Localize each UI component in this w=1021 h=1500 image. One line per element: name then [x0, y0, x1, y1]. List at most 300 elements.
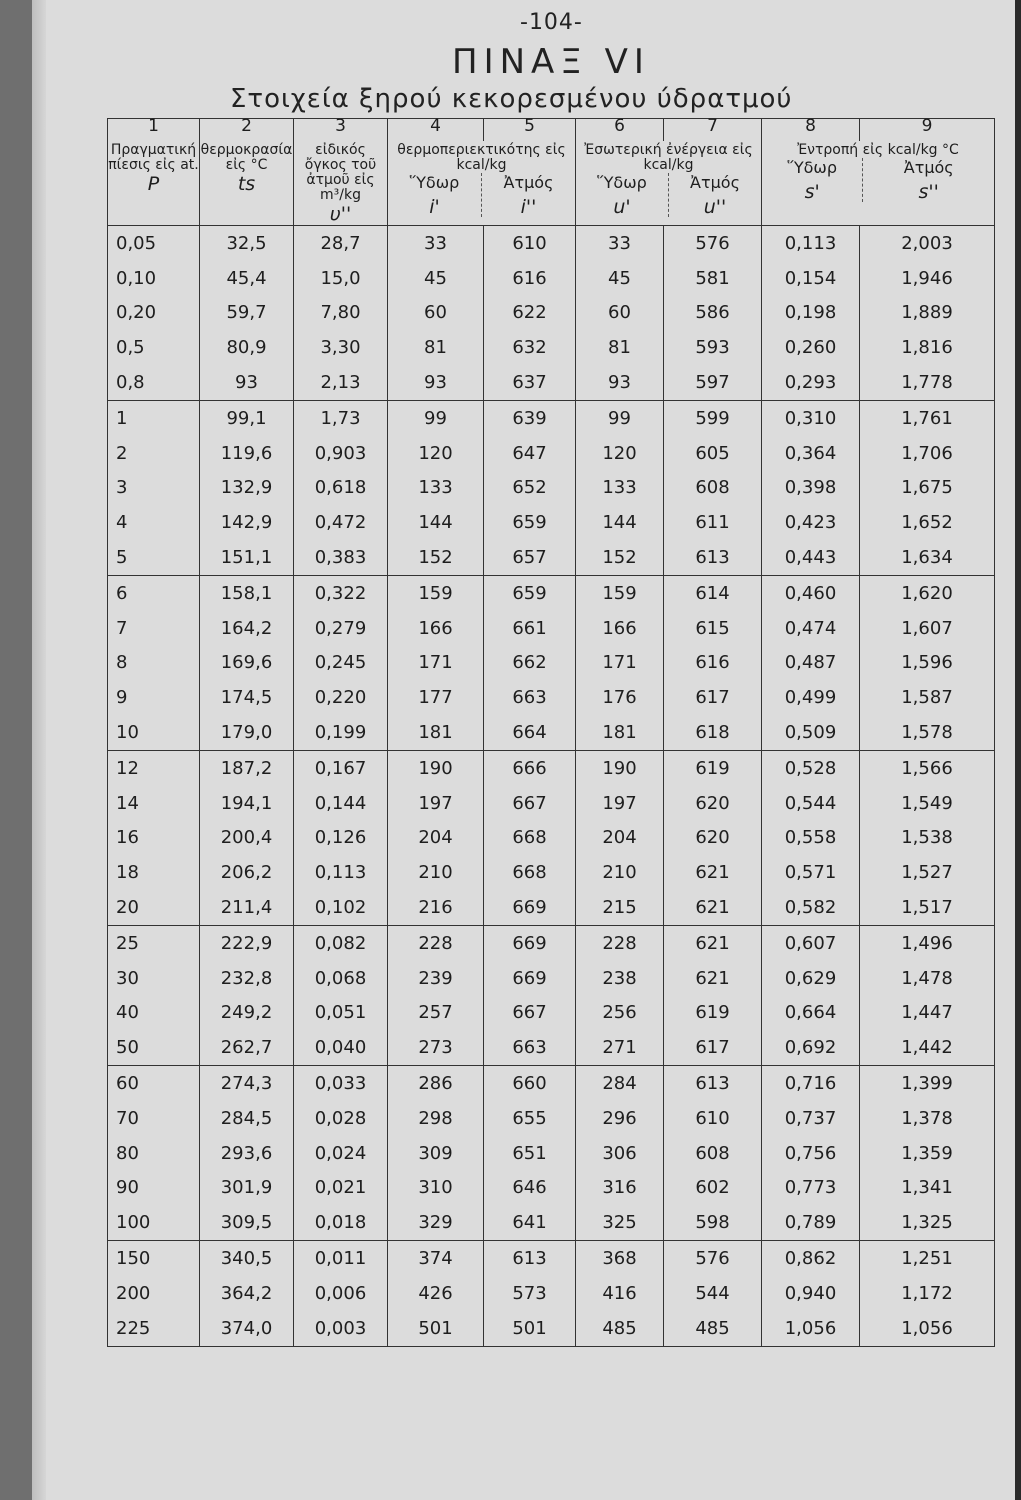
table-cell: 1,816 — [860, 330, 995, 365]
table-cell: 0,629 — [762, 961, 860, 996]
scan-border — [1015, 0, 1021, 1500]
table-cell: 544 — [664, 1276, 762, 1311]
table-cell: 30 — [108, 961, 200, 996]
table-cell: 615 — [664, 611, 762, 646]
col-num: 9 — [860, 119, 995, 142]
table-cell: 639 — [484, 400, 576, 435]
table-cell: 1,578 — [860, 715, 995, 750]
table-cell: 1,620 — [860, 575, 995, 610]
table-cell: 93 — [576, 365, 664, 400]
table-cell: 1,325 — [860, 1205, 995, 1240]
table-row — [108, 646, 995, 681]
table-row — [108, 505, 995, 540]
table-cell: 206,2 — [200, 855, 294, 890]
table-cell: 1,587 — [860, 680, 995, 715]
table-cell: 1,652 — [860, 505, 995, 540]
table-cell: 2 — [108, 436, 200, 471]
table-cell: 176 — [576, 680, 664, 715]
table-cell: 0,5 — [108, 330, 200, 365]
table-cell: 1,538 — [860, 821, 995, 856]
table-cell: 0,903 — [294, 436, 388, 471]
table-cell: 197 — [388, 786, 484, 821]
table-cell: 632 — [484, 330, 576, 365]
table-cell: 0,509 — [762, 715, 860, 750]
table-cell: 669 — [484, 890, 576, 925]
table-row — [108, 1311, 995, 1346]
table-cell: 611 — [664, 505, 762, 540]
table-cell: 426 — [388, 1276, 484, 1311]
table-cell: 1,634 — [860, 540, 995, 575]
table-cell: 169,6 — [200, 646, 294, 681]
table-cell: 249,2 — [200, 996, 294, 1031]
table-cell: 0,773 — [762, 1171, 860, 1206]
table-cell: 0,144 — [294, 786, 388, 821]
table-cell: 374 — [388, 1241, 484, 1276]
table-cell: 667 — [484, 996, 576, 1031]
table-cell: 0,472 — [294, 505, 388, 540]
table-cell: 12 — [108, 750, 200, 785]
table-row — [108, 330, 995, 365]
table-cell: 501 — [388, 1311, 484, 1346]
table-cell: 194,1 — [200, 786, 294, 821]
table-cell: 617 — [664, 1030, 762, 1065]
table-cell: 238 — [576, 961, 664, 996]
table-cell: 151,1 — [200, 540, 294, 575]
table-cell: 1,675 — [860, 471, 995, 506]
table-cell: 668 — [484, 821, 576, 856]
table-cell: 0,05 — [108, 226, 200, 261]
table-cell: 284 — [576, 1066, 664, 1101]
table-cell: 177 — [388, 680, 484, 715]
table-cell: 663 — [484, 680, 576, 715]
table-row — [108, 400, 995, 435]
col-num: 6 — [576, 119, 664, 142]
table-cell: 144 — [388, 505, 484, 540]
table-cell: 262,7 — [200, 1030, 294, 1065]
header-sub-steam: Ἀτμός — [903, 158, 954, 177]
table-cell: 669 — [484, 961, 576, 996]
table-cell: 581 — [664, 261, 762, 296]
table-cell: 0,528 — [762, 750, 860, 785]
column-header-row — [108, 141, 995, 226]
table-row — [108, 1241, 995, 1276]
table-cell: 159 — [576, 575, 664, 610]
table-cell: 190 — [388, 750, 484, 785]
table-cell: 613 — [664, 540, 762, 575]
table-row — [108, 890, 995, 925]
table-cell: 664 — [484, 715, 576, 750]
header-symbol: u'' — [703, 196, 727, 218]
table-cell: 605 — [664, 436, 762, 471]
table-cell: 325 — [576, 1205, 664, 1240]
table-cell: 1,607 — [860, 611, 995, 646]
table-cell: 0,737 — [762, 1101, 860, 1136]
table-cell: 0,018 — [294, 1205, 388, 1240]
col-header-temperature — [200, 141, 294, 226]
table-cell: 3,30 — [294, 330, 388, 365]
table-cell: 1,596 — [860, 646, 995, 681]
table-cell: 576 — [664, 226, 762, 261]
table-cell: 80 — [108, 1136, 200, 1171]
table-row — [108, 855, 995, 890]
table-cell: 181 — [388, 715, 484, 750]
header-label: Πραγματική πίεσις εἰς at. — [108, 142, 199, 173]
table-cell: 174,5 — [200, 680, 294, 715]
table-cell: 0,383 — [294, 540, 388, 575]
table-cell: 652 — [484, 471, 576, 506]
table-cell: 0,423 — [762, 505, 860, 540]
table-cell: 286 — [388, 1066, 484, 1101]
table-cell: 100 — [108, 1205, 200, 1240]
table-cell: 210 — [388, 855, 484, 890]
table-cell: 93 — [388, 365, 484, 400]
table-cell: 273 — [388, 1030, 484, 1065]
table-cell: 668 — [484, 855, 576, 890]
col-num: 7 — [664, 119, 762, 142]
table-cell: 40 — [108, 996, 200, 1031]
table-cell: 661 — [484, 611, 576, 646]
table-cell: 4 — [108, 505, 200, 540]
table-cell: 667 — [484, 786, 576, 821]
table-cell: 1,73 — [294, 400, 388, 435]
header-sub-water: Ὕδωρ — [409, 173, 460, 192]
table-cell: 485 — [664, 1311, 762, 1346]
table-cell: 45 — [388, 261, 484, 296]
table-cell: 0,082 — [294, 925, 388, 960]
table-cell: 1,341 — [860, 1171, 995, 1206]
table-cell: 616 — [664, 646, 762, 681]
table-cell: 602 — [664, 1171, 762, 1206]
table-cell: 150 — [108, 1241, 200, 1276]
table-cell: 50 — [108, 1030, 200, 1065]
table-row — [108, 821, 995, 856]
column-number-row — [108, 119, 995, 142]
table-cell: 1,527 — [860, 855, 995, 890]
table-row — [108, 750, 995, 785]
table-cell: 309 — [388, 1136, 484, 1171]
header-symbol: u' — [613, 196, 631, 218]
table-cell: 16 — [108, 821, 200, 856]
table-cell: 1,706 — [860, 436, 995, 471]
header-symbol: P — [147, 173, 160, 195]
table-row — [108, 1030, 995, 1065]
header-label: εἰδικός ὄγκος τοῦ ἀτμοῦ εἰς m³/kg — [304, 142, 377, 203]
table-row — [108, 611, 995, 646]
table-cell: 1,478 — [860, 961, 995, 996]
table-cell: 0,789 — [762, 1205, 860, 1240]
table-cell: 25 — [108, 925, 200, 960]
table-row — [108, 1276, 995, 1311]
table-cell: 621 — [664, 890, 762, 925]
table-cell: 228 — [576, 925, 664, 960]
table-cell: 274,3 — [200, 1066, 294, 1101]
header-group-label: θερμοπεριεκτικότης εἰς kcal/kg — [397, 142, 566, 173]
table-cell: 99 — [576, 400, 664, 435]
table-cell: 293,6 — [200, 1136, 294, 1171]
table-cell: 200 — [108, 1276, 200, 1311]
table-cell: 1,889 — [860, 296, 995, 331]
table-cell: 284,5 — [200, 1101, 294, 1136]
table-cell: 164,2 — [200, 611, 294, 646]
col-num: 3 — [294, 119, 388, 142]
table-cell: 618 — [664, 715, 762, 750]
header-symbol: υ'' — [329, 203, 352, 225]
table-cell: 0,756 — [762, 1136, 860, 1171]
table-cell: 306 — [576, 1136, 664, 1171]
table-cell: 651 — [484, 1136, 576, 1171]
table-cell: 0,245 — [294, 646, 388, 681]
table-cell: 0,544 — [762, 786, 860, 821]
table-cell: 0,618 — [294, 471, 388, 506]
table-cell: 0,198 — [762, 296, 860, 331]
table-cell: 0,033 — [294, 1066, 388, 1101]
table-cell: 0,862 — [762, 1241, 860, 1276]
table-row — [108, 1136, 995, 1171]
table-cell: 93 — [200, 365, 294, 400]
table-body — [108, 226, 995, 1347]
table-cell: 1 — [108, 400, 200, 435]
table-cell: 181 — [576, 715, 664, 750]
table-row — [108, 575, 995, 610]
table-cell: 18 — [108, 855, 200, 890]
table-cell: 614 — [664, 575, 762, 610]
table-cell: 132,9 — [200, 471, 294, 506]
table-cell: 660 — [484, 1066, 576, 1101]
table-cell: 1,447 — [860, 996, 995, 1031]
table-cell: 608 — [664, 1136, 762, 1171]
table-cell: 599 — [664, 400, 762, 435]
table-cell: 232,8 — [200, 961, 294, 996]
table-cell: 485 — [576, 1311, 664, 1346]
table-cell: 616 — [484, 261, 576, 296]
col-header-internal-energy — [576, 141, 762, 226]
table-cell: 416 — [576, 1276, 664, 1311]
table-cell: 0,8 — [108, 365, 200, 400]
table-cell: 316 — [576, 1171, 664, 1206]
table-cell: 296 — [576, 1101, 664, 1136]
table-cell: 1,056 — [762, 1311, 860, 1346]
table-cell: 99 — [388, 400, 484, 435]
table-cell: 179,0 — [200, 715, 294, 750]
table-cell: 144 — [576, 505, 664, 540]
col-num: 5 — [484, 119, 576, 142]
table-cell: 613 — [484, 1241, 576, 1276]
header-symbol: s' — [804, 181, 820, 203]
table-cell: 0,364 — [762, 436, 860, 471]
table-row — [108, 296, 995, 331]
table-cell: 0,021 — [294, 1171, 388, 1206]
table-cell: 2,003 — [860, 226, 995, 261]
table-cell: 0,199 — [294, 715, 388, 750]
table-cell: 0,20 — [108, 296, 200, 331]
table-cell: 216 — [388, 890, 484, 925]
col-header-pressure — [108, 141, 200, 226]
table-cell: 239 — [388, 961, 484, 996]
table-cell: 152 — [576, 540, 664, 575]
header-group-label: Ἐντροπή εἰς kcal/kg °C — [797, 142, 959, 158]
table-cell: 171 — [576, 646, 664, 681]
table-cell: 81 — [576, 330, 664, 365]
table-cell: 0,664 — [762, 996, 860, 1031]
table-cell: 310 — [388, 1171, 484, 1206]
table-cell: 45 — [576, 261, 664, 296]
table-cell: 620 — [664, 821, 762, 856]
table-row — [108, 436, 995, 471]
table-cell: 8 — [108, 646, 200, 681]
header-sub-water: Ὕδωρ — [597, 173, 647, 192]
table-cell: 32,5 — [200, 226, 294, 261]
table-cell: 10 — [108, 715, 200, 750]
table-row — [108, 1205, 995, 1240]
table-cell: 1,549 — [860, 786, 995, 821]
table-cell: 368 — [576, 1241, 664, 1276]
table-cell: 257 — [388, 996, 484, 1031]
table-cell: 1,566 — [860, 750, 995, 785]
table-cell: 0,310 — [762, 400, 860, 435]
table-cell: 340,5 — [200, 1241, 294, 1276]
table-cell: 9 — [108, 680, 200, 715]
table-cell: 1,496 — [860, 925, 995, 960]
table-cell: 6 — [108, 575, 200, 610]
table-title: ΠΙΝΑΞ VI — [452, 42, 650, 82]
table-cell: 621 — [664, 855, 762, 890]
table-cell: 613 — [664, 1066, 762, 1101]
table-cell: 60 — [388, 296, 484, 331]
table-cell: 0,113 — [762, 226, 860, 261]
table-cell: 620 — [664, 786, 762, 821]
table-cell: 374,0 — [200, 1311, 294, 1346]
table-cell: 0,571 — [762, 855, 860, 890]
table-cell: 0,398 — [762, 471, 860, 506]
table-row — [108, 1171, 995, 1206]
table-cell: 1,056 — [860, 1311, 995, 1346]
table-cell: 228 — [388, 925, 484, 960]
table-cell: 647 — [484, 436, 576, 471]
table-row — [108, 715, 995, 750]
table-cell: 0,443 — [762, 540, 860, 575]
table-cell: 166 — [576, 611, 664, 646]
table-cell: 621 — [664, 925, 762, 960]
table-cell: 210 — [576, 855, 664, 890]
header-sub-steam: Ἀτμός — [690, 173, 740, 192]
table-cell: 197 — [576, 786, 664, 821]
col-header-volume — [294, 141, 388, 226]
table-cell: 0,692 — [762, 1030, 860, 1065]
table-cell: 0,499 — [762, 680, 860, 715]
table-cell: 0,474 — [762, 611, 860, 646]
table-cell: 0,068 — [294, 961, 388, 996]
table-cell: 0,040 — [294, 1030, 388, 1065]
table-cell: 81 — [388, 330, 484, 365]
table-cell: 133 — [576, 471, 664, 506]
table-cell: 1,399 — [860, 1066, 995, 1101]
table-cell: 1,378 — [860, 1101, 995, 1136]
table-cell: 0,051 — [294, 996, 388, 1031]
table-cell: 617 — [664, 680, 762, 715]
table-cell: 200,4 — [200, 821, 294, 856]
table-cell: 0,028 — [294, 1101, 388, 1136]
table-cell: 659 — [484, 575, 576, 610]
table-cell: 5 — [108, 540, 200, 575]
table-cell: 593 — [664, 330, 762, 365]
col-num: 8 — [762, 119, 860, 142]
table-cell: 576 — [664, 1241, 762, 1276]
table-cell: 0,024 — [294, 1136, 388, 1171]
table-cell: 610 — [664, 1101, 762, 1136]
table-cell: 329 — [388, 1205, 484, 1240]
table-cell: 171 — [388, 646, 484, 681]
col-num: 1 — [108, 119, 200, 142]
table-cell: 120 — [576, 436, 664, 471]
table-cell: 80,9 — [200, 330, 294, 365]
table-row — [108, 261, 995, 296]
col-num: 4 — [388, 119, 484, 142]
table-row — [108, 961, 995, 996]
table-row — [108, 996, 995, 1031]
table-cell: 33 — [576, 226, 664, 261]
table-cell: 0,487 — [762, 646, 860, 681]
table-cell: 158,1 — [200, 575, 294, 610]
header-symbol: i' — [429, 196, 440, 218]
table-cell: 0,558 — [762, 821, 860, 856]
table-cell: 0,260 — [762, 330, 860, 365]
table-cell: 1,172 — [860, 1276, 995, 1311]
table-cell: 119,6 — [200, 436, 294, 471]
table-cell: 0,322 — [294, 575, 388, 610]
table-cell: 256 — [576, 996, 664, 1031]
table-cell: 222,9 — [200, 925, 294, 960]
table-cell: 0,607 — [762, 925, 860, 960]
table-cell: 152 — [388, 540, 484, 575]
table-cell: 0,126 — [294, 821, 388, 856]
table-cell: 669 — [484, 925, 576, 960]
table-cell: 70 — [108, 1101, 200, 1136]
table-row — [108, 786, 995, 821]
table-row — [108, 1066, 995, 1101]
table-row — [108, 540, 995, 575]
header-symbol: i'' — [520, 196, 537, 218]
table-cell: 225 — [108, 1311, 200, 1346]
table-cell: 45,4 — [200, 261, 294, 296]
header-label: θερμοκρασία εἰς °C — [200, 142, 293, 173]
table-cell: 0,279 — [294, 611, 388, 646]
table-cell: 1,442 — [860, 1030, 995, 1065]
table-cell: 0,006 — [294, 1276, 388, 1311]
table-cell: 621 — [664, 961, 762, 996]
col-header-entropy — [762, 141, 995, 226]
header-sub-water: Ὕδωρ — [787, 158, 837, 177]
table-cell: 60 — [108, 1066, 200, 1101]
table-cell: 659 — [484, 505, 576, 540]
col-header-enthalpy — [388, 141, 576, 226]
document-page — [32, 0, 1021, 1500]
table-cell: 597 — [664, 365, 762, 400]
table-cell: 657 — [484, 540, 576, 575]
table-cell: 1,251 — [860, 1241, 995, 1276]
table-cell: 20 — [108, 890, 200, 925]
table-cell: 204 — [576, 821, 664, 856]
table-cell: 0,113 — [294, 855, 388, 890]
table-cell: 1,761 — [860, 400, 995, 435]
table-cell: 1,778 — [860, 365, 995, 400]
table-subtitle: Στοιχεία ξηρού κεκορεσμένου ύδρατμού — [230, 84, 793, 114]
table-cell: 187,2 — [200, 750, 294, 785]
table-cell: 28,7 — [294, 226, 388, 261]
table-cell: 190 — [576, 750, 664, 785]
table-cell: 59,7 — [200, 296, 294, 331]
table-cell: 663 — [484, 1030, 576, 1065]
table-cell: 166 — [388, 611, 484, 646]
